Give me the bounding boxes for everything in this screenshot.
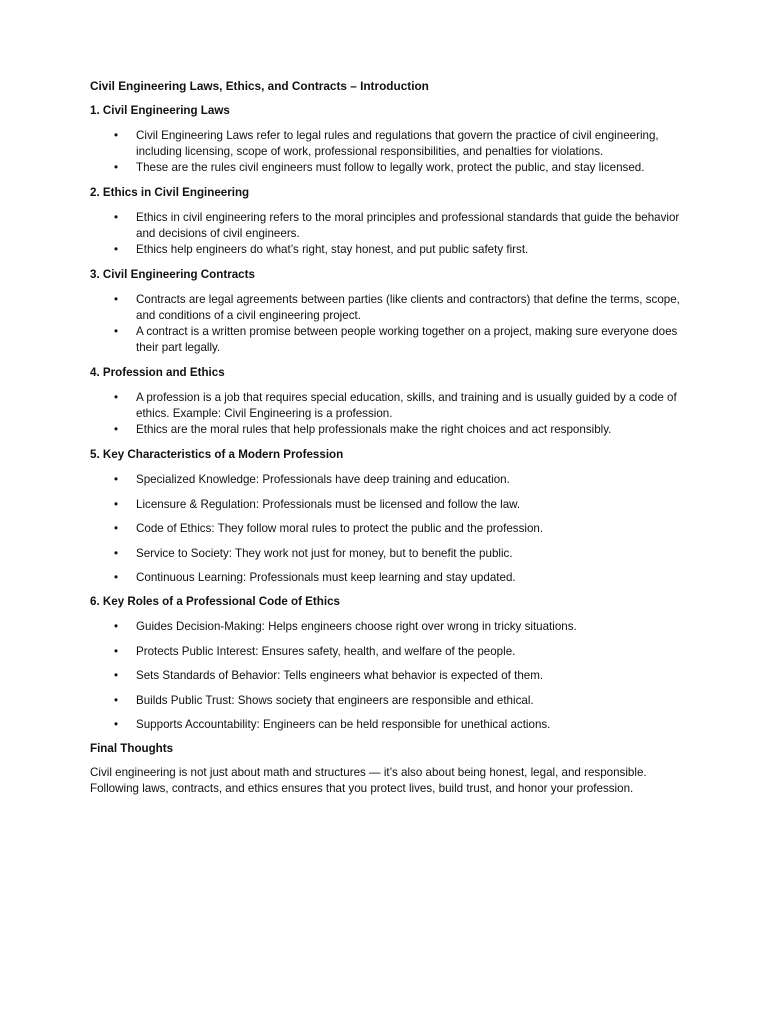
list-item: • Guides Decision-Making: Helps engineers choose right over wrong in tricky situations.	[90, 619, 690, 635]
section-list-contracts	[90, 292, 690, 356]
document-title: Civil Engineering Laws, Ethics, and Contracts – Introduction	[90, 79, 429, 93]
section-list-ethics	[90, 210, 690, 258]
list-item: • These are the rules civil engineers must follow to legally work, protect the public, and stay licensed.	[90, 160, 690, 176]
list-item: • A profession is a job that requires special education, skills, and training and is usually guided by a code of ethics. Example: Civil Engineering is a profession.	[90, 390, 690, 422]
list-item: • Ethics help engineers do what’s right, stay honest, and put public safety first.	[90, 242, 690, 258]
section-list-code-roles	[90, 619, 690, 733]
section-heading-ethics: 2. Ethics in Civil Engineering	[90, 186, 250, 199]
list-item: • Specialized Knowledge: Professionals have deep training and education.	[90, 472, 690, 488]
document-content	[90, 78, 690, 797]
list-item: • Continuous Learning: Professionals must keep learning and stay updated.	[90, 570, 690, 586]
section-heading-characteristics: 5. Key Characteristics of a Modern Profession	[90, 448, 344, 461]
list-item: • A contract is a written promise between people working together on a project, making sure everyone does their part legally.	[90, 324, 690, 356]
list-item: • Ethics are the moral rules that help professionals make the right choices and act responsibly.	[90, 422, 690, 438]
section-heading-code-roles: 6. Key Roles of a Professional Code of Ethics	[90, 595, 340, 608]
list-item: • Contracts are legal agreements between parties (like clients and contractors) that define the terms, scope, and conditions of a civil engineering project.	[90, 292, 690, 324]
list-item: • Supports Accountability: Engineers can be held responsible for unethical actions.	[90, 717, 690, 733]
list-item: • Civil Engineering Laws refer to legal rules and regulations that govern the practice of civil engineering, including licensing, scope of work, professional responsibilities, and penalties for violations.	[90, 128, 690, 160]
list-item: • Code of Ethics: They follow moral rules to protect the public and the profession.	[90, 521, 690, 537]
final-thoughts-heading: Final Thoughts	[90, 742, 174, 755]
list-item: • Service to Society: They work not just for money, but to benefit the public.	[90, 546, 690, 562]
section-list-profession	[90, 390, 690, 438]
section-heading-profession: 4. Profession and Ethics	[90, 366, 225, 379]
list-item: • Sets Standards of Behavior: Tells engineers what behavior is expected of them.	[90, 668, 690, 684]
list-item: • Licensure & Regulation: Professionals must be licensed and follow the law.	[90, 497, 690, 513]
section-heading-laws: 1. Civil Engineering Laws	[90, 104, 230, 117]
section-list-laws	[90, 128, 690, 176]
section-list-characteristics	[90, 472, 690, 586]
final-thoughts-paragraph: Civil engineering is not just about math and structures — it’s also about being honest, legal, and responsible. Following laws, contracts, and ethics ensures that you protect lives, build trust, and honor your profession.	[90, 766, 647, 795]
list-item: • Protects Public Interest: Ensures safety, health, and welfare of the people.	[90, 644, 690, 660]
list-item: • Ethics in civil engineering refers to the moral principles and professional standards that guide the behavior and decisions of civil engineers.	[90, 210, 690, 242]
list-item: • Builds Public Trust: Shows society that engineers are responsible and ethical.	[90, 693, 690, 709]
section-heading-contracts: 3. Civil Engineering Contracts	[90, 268, 255, 281]
